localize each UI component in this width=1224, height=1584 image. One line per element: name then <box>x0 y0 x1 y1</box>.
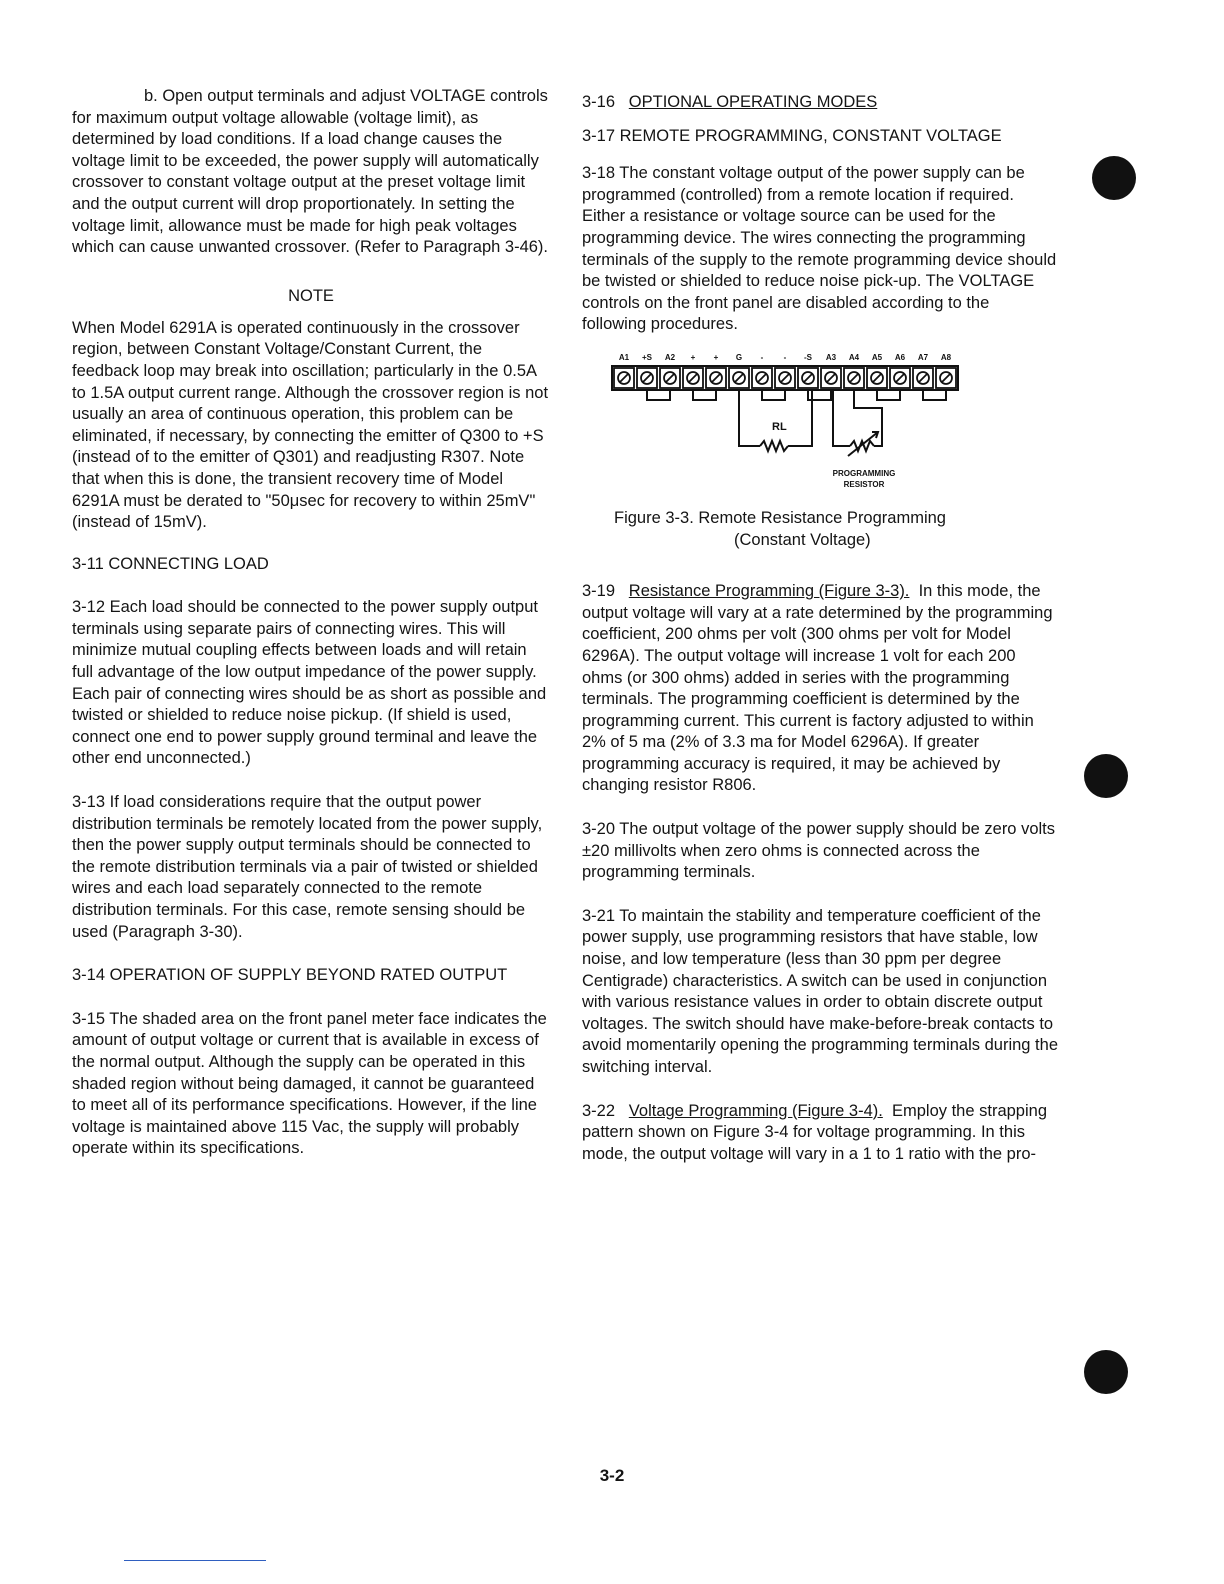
page-number: 3-2 <box>599 1466 625 1485</box>
para-3-13: 3-13 If load considerations require that the output power distribution terminals be remotely located from the power supply, then the power supply output terminals should be connected to the remote distribution terminals via a pair of twisted or shielded wires and each load separately connected to the remote distribution terminals. For this case, remote sensing should be used (Paragraph 3-30). <box>72 793 543 941</box>
terminal-label: +S <box>641 352 653 362</box>
figure-caption-line-1: Figure 3-3. Remote Resistance Programming <box>614 508 946 527</box>
figure-3-3 <box>582 350 1058 508</box>
para-b-first-line: b. Open output terminals and adjust <box>144 87 406 105</box>
terminal-screw <box>913 368 933 388</box>
terminal-label: - <box>783 352 787 362</box>
para-3-19-title: Resistance Programming (Figure 3-3). <box>628 582 910 601</box>
heading-3-17: 3-17 REMOTE PROGRAMMING, CONSTANT VOLTAGE <box>582 126 1002 145</box>
para-3-18: 3-18 The constant voltage output of the power supply can be programmed (controlled) from a remote location if required. Either a resistance or voltage source can be used for the programming device. The wires connecting the programming terminals of the supply to the remote programming device should be twisted or shielded to reduce noise pick-up. The VOLTAGE controls on the front panel are disabled according to the following procedures. <box>582 164 1057 334</box>
para-3-19-number: 3-19 <box>582 582 616 601</box>
terminal-screw <box>775 368 795 388</box>
para-3-21: 3-21 To maintain the stability and temperature coefficient of the power supply, use programming resistors that have stable, low noise, and low temperature (less than 30 ppm per degree Centigrade) characteristics. A switch can be used in conjunction with various resistance values in order to obtain discrete output voltages. The switch should have make-before-break contacts to avoid momentarily opening the programming terminals during the switching interval. <box>582 906 1058 1076</box>
programming-resistor-label: PROGRAMMING <box>832 468 896 478</box>
terminal-label: A4 <box>848 352 860 362</box>
terminal-screw <box>890 368 910 388</box>
terminal-straps <box>647 390 946 400</box>
terminal-label: + <box>690 352 696 362</box>
figure-caption <box>614 508 1058 551</box>
para-b-text: VOLTAGE controls for maximum output voltage allowable (voltage limit), as determined by load conditions. If a load change causes the voltage limit to be exceeded, the power supply will automatically crossover to constant voltage output at the preset voltage limit and the output current will drop proportionately. In setting the voltage limit, allowance must be made for high peak voltages which can cause unwanted crossover. (Refer to Paragraph 3-46). <box>72 87 549 257</box>
terminal-screw <box>798 368 818 388</box>
terminal-screw <box>752 368 772 388</box>
heading-3-14: 3-14 OPERATION OF SUPPLY BEYOND RATED OUTPUT <box>72 966 508 985</box>
para-3-22-number: 3-22 <box>582 1101 616 1120</box>
footer-rule <box>124 1560 266 1561</box>
note-title: NOTE <box>288 286 334 305</box>
note-text: When Model 6291A is operated continuously in the crossover region, between Constant Voltage/Constant Current, the feedback loop may break into oscillation; particularly in the 0.5A to 1.5A output current range. Although the crossover region is not usually an area of continuous operation, this problem can be eliminated, if necessary, by connecting the emitter of Q300 to +S (instead of to the emitter of Q301) and readjusting R307. Note that when this is done, the transient recovery time of Model 6291A must be derated to "50μsec for recovery to within 25mV" (instead of 15mV). <box>72 318 549 532</box>
figure-caption-line-2: (Constant Voltage) <box>734 530 871 549</box>
terminal-label: + <box>713 352 719 362</box>
para-b <box>72 86 550 259</box>
heading-3-11: 3-11 CONNECTING LOAD <box>72 554 269 573</box>
terminal-label: A2 <box>664 352 676 362</box>
terminal-label: A6 <box>894 352 906 362</box>
terminal-screw <box>844 368 864 388</box>
terminal-screw <box>637 368 657 388</box>
terminal-strip-diagram <box>582 350 1058 508</box>
terminal-screw <box>660 368 680 388</box>
terminal-label: A3 <box>825 352 837 362</box>
para-3-15: 3-15 The shaded area on the front panel meter face indicates the amount of output voltage or current that is available in excess of the normal output. Although the supply can be operated in this shaded region without being damaged, it cannot be guaranteed to meet all of its performance specifications. However, if the line voltage is maintained above 115 Vac, the supply will probably operate within its specifications. <box>72 1009 547 1158</box>
para-3-22 <box>582 1101 1058 1166</box>
terminal-screw <box>706 368 726 388</box>
terminal-label: G <box>735 352 743 362</box>
para-3-22-text: Employ the strapping pattern shown on Figure 3-4 for voltage programming. In this mode, the output voltage will vary in a 1 to 1 ratio with the pro- <box>582 1101 1048 1163</box>
terminal-label: A1 <box>618 352 630 362</box>
programming-resistor <box>833 390 882 456</box>
terminal-label: A5 <box>871 352 883 362</box>
terminal-screw <box>614 368 634 388</box>
left-column <box>72 86 550 1160</box>
para-3-19-text: In this mode, the output voltage will vary at a rate determined by the programming coefficient, 200 ohms per volt (300 ohms per volt for Model 6296A). The output voltage will increase 1 volt for each 200 ohms (or 300 ohms) added in series with the programming terminals. The programming coefficient is determined by the programming current. This current is factory adjusted to within 2% of 5 ma (2% of 3.3 ma for Model 6296A). If greater programming accuracy is required, it may be achieved by changing resistor R806. <box>582 582 1053 795</box>
binder-hole <box>1084 1350 1128 1394</box>
terminal-label: -S <box>804 352 812 362</box>
load-resistor-label: RL <box>772 420 787 433</box>
binder-hole <box>1084 754 1128 798</box>
terminal-screw <box>936 368 956 388</box>
programming-resistor-label: RESISTOR <box>843 479 885 489</box>
terminal-screw <box>821 368 841 388</box>
heading-3-16-title: OPTIONAL OPERATING MODES <box>628 93 878 111</box>
terminal-screw <box>729 368 749 388</box>
right-column <box>582 92 1058 1165</box>
heading-3-16 <box>582 92 1058 114</box>
terminal-screw <box>683 368 703 388</box>
terminal-label: A8 <box>940 352 952 362</box>
terminal-screw <box>867 368 887 388</box>
heading-3-16-number: 3-16 <box>582 93 616 111</box>
para-3-22-title: Voltage Programming (Figure 3-4). <box>628 1101 883 1120</box>
para-3-19 <box>582 581 1058 797</box>
terminal-label: A7 <box>917 352 929 362</box>
para-3-20: 3-20 The output voltage of the power supply should be zero volts ±20 millivolts when zero ohms is connected across the programming terminals. <box>582 820 1055 882</box>
para-3-12: 3-12 Each load should be connected to the power supply output terminals using separate pairs of connecting wires. This will minimize mutual coupling effects between loads and will retain full advantage of the low output impedance of the power supply. Each pair of connecting wires should be as short as possible and twisted or shielded to reduce noise pickup. (If shield is used, connect one end to power supply ground terminal and leave the other end unconnected.) <box>72 598 547 768</box>
terminal-label: - <box>760 352 764 362</box>
binder-hole <box>1092 156 1136 200</box>
